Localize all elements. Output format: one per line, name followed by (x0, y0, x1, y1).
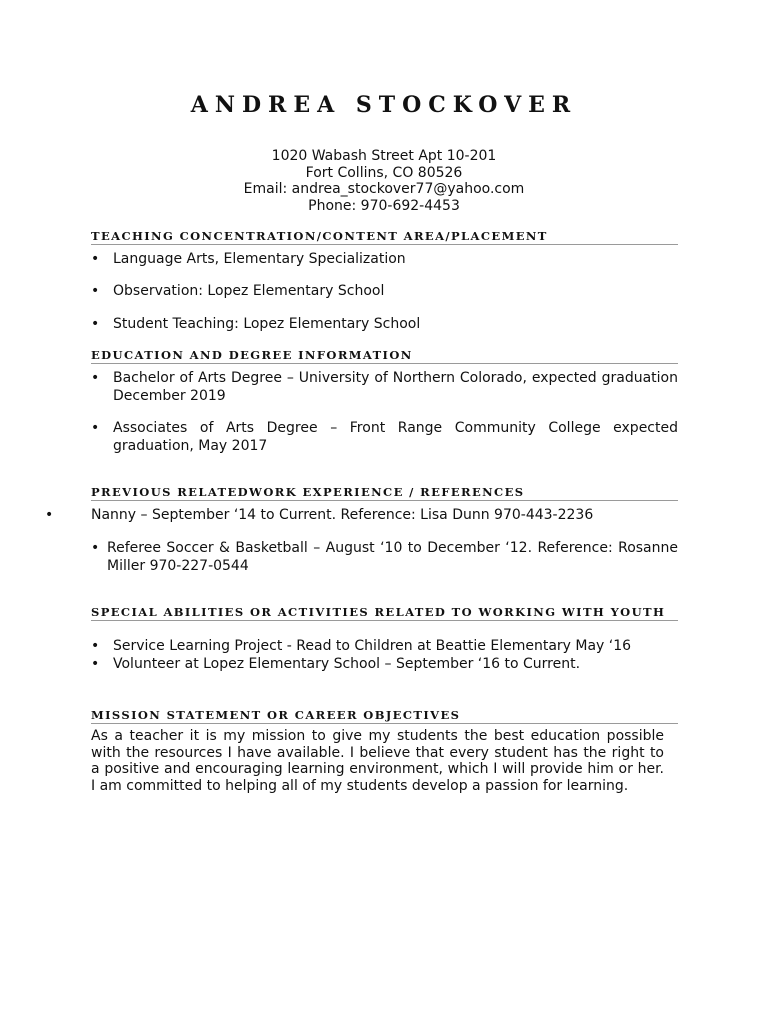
list-item-text: Service Learning Project - Read to Children at Beattie Elementary May ‘16 (113, 638, 632, 654)
bullet-icon: • (91, 251, 100, 267)
list-item-text: Referee Soccer & Basketball – August ‘10 to December ‘12. Reference: Rosanne Miller 970-227-0544 (107, 540, 678, 574)
list-item-text: Student Teaching: Lopez Elementary School (113, 316, 421, 332)
list-item (91, 283, 678, 301)
contact-city: Fort Collins, CO 80526 (305, 164, 463, 181)
section-heading-mission: MISSION STATEMENT OR CAREER OBJECTIVES (91, 708, 678, 724)
section-heading-education: EDUCATION AND DEGREE INFORMATION (91, 348, 678, 364)
bullet-icon: • (91, 420, 100, 436)
list-item (91, 420, 678, 455)
contact-block (0, 148, 768, 214)
list-item-text: Observation: Lopez Elementary School (113, 283, 385, 299)
contact-email: Email: andrea_stockover77@yahoo.com (243, 181, 525, 197)
section-heading-abilities: SPECIAL ABILITIES OR ACTIVITIES RELATED TO WORKING WITH YOUTH (91, 605, 678, 621)
contact-street: 1020 Wabash Street Apt 10-201 (271, 148, 497, 164)
list-item (91, 316, 678, 334)
list-item-text: Bachelor of Arts Degree – University of Northern Colorado, expected graduation December 2019 (113, 370, 678, 404)
list-item-text: Volunteer at Lopez Elementary School – September ‘16 to Current. (113, 656, 581, 672)
bullet-icon: • (91, 656, 100, 672)
list-item (91, 540, 678, 575)
contact-phone: Phone: 970-692-4453 (308, 197, 460, 214)
bullet-icon: • (91, 283, 100, 299)
list-item-text: Associates of Arts Degree – Front Range Community College expected graduation, May 2017 (113, 420, 678, 454)
list-item (91, 370, 678, 405)
bullet-icon: • (91, 370, 100, 386)
list-item (91, 507, 678, 525)
bullet-icon: • (91, 540, 100, 556)
list-item (91, 656, 678, 674)
bullet-icon: • (45, 507, 54, 523)
section-heading-teaching: TEACHING CONCENTRATION/CONTENT AREA/PLACEMENT (91, 229, 678, 245)
list-item (91, 638, 678, 656)
bullet-icon: • (91, 316, 100, 332)
list-item (91, 251, 678, 269)
mission-paragraph: As a teacher it is my mission to give my students the best education possible with the resources I have available. I believe that every student has the right to a positive and encouraging learning environment, which I will provide him or her. I am committed to helping all of my students develop a passion for learning. (91, 728, 664, 794)
bullet-icon: • (91, 638, 100, 654)
section-heading-experience: PREVIOUS RELATEDWORK EXPERIENCE / REFERENCES (91, 485, 678, 501)
resume-name: ANDREA STOCKOVER (190, 92, 578, 118)
list-item-text: Nanny – September ‘14 to Current. Reference: Lisa Dunn 970-443-2236 (91, 507, 594, 523)
list-item-text: Language Arts, Elementary Specialization (113, 251, 406, 267)
